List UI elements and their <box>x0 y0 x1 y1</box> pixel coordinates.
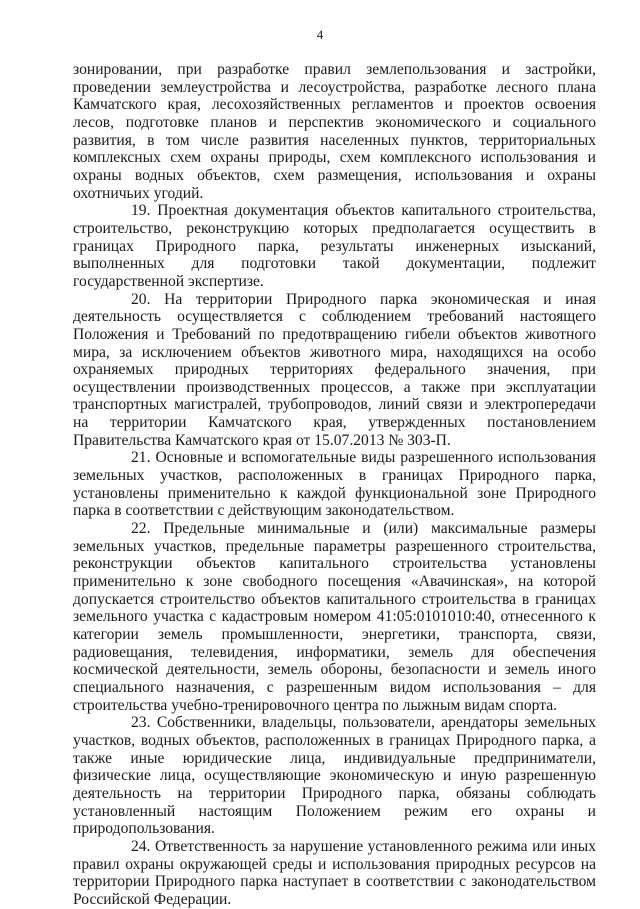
paragraph-23: 23. Собственники, владельцы, пользователи, арендаторы земельных участков, водных объектов, расположенных в границах Природного парка, а также иные юридические лица, индивидуальные предприниматели, физические лица, осуществляющие экономическую и иную разрешенную деятельность на территории Природного парка, обязаны соблюдать установленный настоящим Положением режим его охраны и природопользования. <box>73 714 596 838</box>
page-number: 4 <box>316 27 324 42</box>
paragraph-22: 22. Предельные минимальные и (или) максимальные размеры земельных участков, предельные параметры разрешенного строительства, реконструкции объектов капитального строительства установлены применительно к зоне свободного посещения «Авачинская», на которой допускается строительство объектов капитального строительства в границах земельного участка с кадастровым номером 41:05:0101010:40, отнесенного к категории земель промышленности, энергетики, транспорта, связи, радиовещания, телевидения, информатики, земель для обеспечения космической деятельности, земель обороны, безопасности и земель иного специального назначения, с разрешенным видом использования – для строительства учебно-тренировочного центра по лыжным видам спорта. <box>73 520 596 714</box>
paragraph-21: 21. Основные и вспомогательные виды разрешенного использования земельных участков, расположенных в границах Природного парка, установлены применительно к каждой функциональной зоне Природного парка в соответствии с действующим законодательством. <box>73 449 596 520</box>
paragraph-19: 19. Проектная документация объектов капитального строительства, строительство, реконструкцию которых предполагается осуществить в границах Природного парка, результаты инженерных изысканий, выполненных для подготовки такой документации, подлежит государственной экспертизе. <box>73 202 596 290</box>
paragraph-24: 24. Ответственность за нарушение установленного режима или иных правил охраны окружающей среды и использования природных ресурсов на территории Природного парка наступает в соответствии с законодательством Российской Федерации. <box>73 837 596 908</box>
paragraph-20: 20. На территории Природного парка экономическая и иная деятельность осуществляется с соблюдением требований настоящего Положения и Требований по предотвращению гибели объектов животного мира, за исключением объектов животного мира, находящихся на особо охраняемых природных территориях федерального значения, при осуществлении производственных процессов, а также при эксплуатации транспортных магистралей, трубопроводов, линий связи и электропередачи на территории Камчатского края, утвержденных постановлением Правительства Камчатского края от 15.07.2013 № 303-П. <box>73 290 596 449</box>
paragraph-continuation: зонировании, при разработке правил землепользования и застройки, проведении землеустройства и лесоустройства, разработке лесного плана Камчатского края, лесохозяйственных регламентов и проектов освоения лесов, подготовке планов и перспектив экономического и социального развития, в том числе развития населенных пунктов, территориальных комплексных схем охраны природы, схем комплексного использования и охраны водных объектов, схем размещения, использования и охраны охотничьих угодий. <box>73 61 596 202</box>
document-body <box>73 61 596 909</box>
